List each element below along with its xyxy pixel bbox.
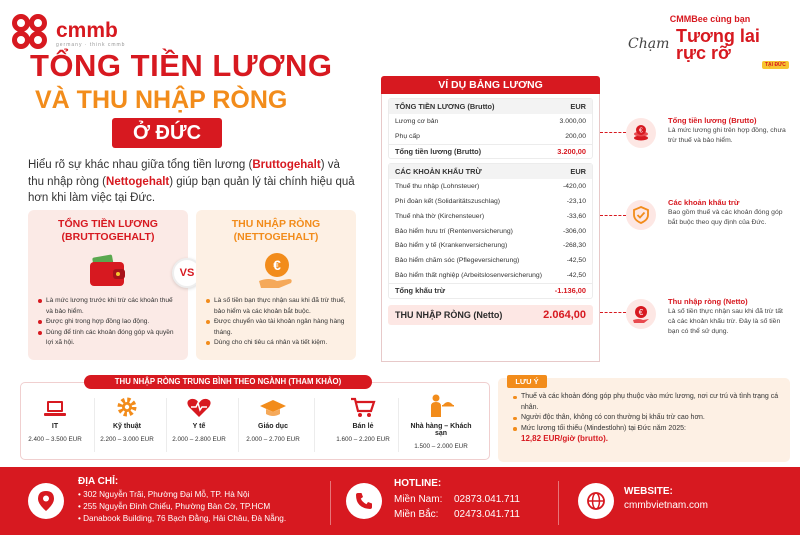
main-title-line2: VÀ THU NHẬP RÒNG bbox=[35, 86, 288, 114]
table-header: CÁC KHOẢN KHẤU TRỪ EUR bbox=[389, 164, 592, 179]
list-item: Dùng cho chi tiêu cá nhân và tiết kiệm. bbox=[206, 338, 348, 349]
slogan bbox=[626, 14, 794, 76]
main-title-line3: Ở ĐỨC bbox=[112, 118, 222, 148]
industry-item: Y tế 2.000 – 2.800 EUR bbox=[162, 393, 236, 443]
explanation-title: Thu nhập ròng (Netto) bbox=[668, 297, 748, 306]
hotline-label: Miền Nam: bbox=[394, 494, 443, 505]
svg-text:€: € bbox=[273, 257, 281, 273]
industry-item: Giáo dục 2.000 – 2.700 EUR bbox=[236, 393, 310, 443]
connector-line bbox=[600, 132, 626, 133]
note-list bbox=[512, 392, 782, 446]
hotline-number[interactable]: 02473.041.711 bbox=[454, 509, 520, 520]
hotline-number[interactable]: 02873.041.711 bbox=[454, 494, 520, 505]
industry-item: Kỹ thuật 2.200 – 3.000 EUR bbox=[90, 393, 164, 443]
table-header: TỔNG TIỀN LƯƠNG (Brutto) EUR bbox=[389, 99, 592, 114]
table-row: Lương cơ bản 3.000,00 bbox=[395, 117, 586, 125]
table-row: Bảo hiểm thất nghiệp (Arbeitslosenversicherung) -42,50 bbox=[395, 272, 586, 280]
wallet-icon bbox=[87, 250, 129, 292]
slogan-line3: Tương lai rực rỡ bbox=[676, 26, 760, 63]
gross-section bbox=[388, 98, 593, 159]
explanation-title: Các khoản khấu trừ bbox=[668, 198, 740, 207]
example-salary-table bbox=[381, 94, 600, 362]
website-title: WEBSITE: bbox=[624, 486, 673, 497]
table-row: Phí đoàn kết (Solidaritätszuschlag) -23,10 bbox=[395, 198, 586, 206]
vs-badge: VS bbox=[172, 258, 202, 288]
industry-item: Bán lẻ 1.600 – 2.200 EUR bbox=[326, 393, 400, 443]
list-item: Mức lương tối thiểu (Mindestlohn) tại Đức năm 2025: 12,82 EUR/giờ (brutto). bbox=[512, 424, 782, 446]
explanation-netto bbox=[626, 297, 791, 337]
deductions-total-row: Tổng khấu trừ -1.136,00 bbox=[389, 283, 592, 298]
connector-line bbox=[600, 312, 626, 313]
industry-item: Nhà hàng – Khách sạn 1.500 – 2.000 EUR bbox=[404, 393, 478, 450]
explanation-text: Là số tiền thực nhận sau khi đã trừ tất cả các khoản khấu trừ. Đây là số tiền bạn có thể sử dụng. bbox=[668, 308, 783, 335]
brand-tagline: germany · think cmmb bbox=[56, 42, 126, 48]
brand-name: cmmb bbox=[56, 19, 118, 42]
explanation-title: Tổng tiền lương (Brutto) bbox=[668, 116, 757, 125]
address-line: • 255 Nguyễn Đình Chiểu, Phường Bàn Cờ, TP.HCM bbox=[78, 502, 271, 511]
industry-item: IT 2.400 – 3.500 EUR bbox=[18, 393, 92, 443]
euro-hand-icon bbox=[255, 250, 297, 292]
table-row: Bảo hiểm chăm sóc (Pflegeversicherung) -42,50 bbox=[395, 257, 586, 265]
list-item: Là mức lương trước khi trừ các khoản thuế và bảo hiểm. bbox=[38, 296, 180, 317]
intro-paragraph: Hiểu rõ sự khác nhau giữa tổng tiền lương (Bruttogehalt) và thu nhập ròng (Nettogehalt) giúp bạn quản lý tài chính hiệu quả hơn khi làm việc tại Đức. bbox=[28, 159, 355, 204]
slogan-badge: TẠI ĐỨC bbox=[762, 61, 789, 69]
table-row: Bảo hiểm hưu trí (Rentenversicherung) -306,00 bbox=[395, 227, 586, 235]
netto-card bbox=[196, 210, 356, 360]
brutto-card bbox=[28, 210, 188, 360]
explanation-deductions bbox=[626, 198, 791, 228]
svg-text:€: € bbox=[638, 308, 644, 317]
heartbeat-icon bbox=[162, 393, 236, 419]
connector-line bbox=[600, 215, 626, 216]
address-line: • 302 Nguyễn Trãi, Phường Đại Mỗ, TP. Hà Nội bbox=[78, 490, 250, 499]
explanation-text: Bao gồm thuế và các khoản đóng góp bắt buộc theo quy định của Đức. bbox=[668, 209, 783, 226]
laptop-icon bbox=[18, 393, 92, 419]
table-row: Thuế thu nhập (Lohnsteuer) -420,00 bbox=[395, 183, 586, 191]
globe-icon bbox=[578, 483, 614, 519]
address-title: ĐỊA CHỈ: bbox=[78, 476, 119, 487]
website-link[interactable]: cmmbvietnam.com bbox=[624, 500, 708, 511]
main-title-line1: TỔNG TIỀN LƯƠNG bbox=[30, 48, 333, 83]
phone-icon bbox=[346, 483, 382, 519]
shield-check-icon bbox=[626, 200, 656, 230]
netto-card-title: THU NHẬP RÒNG (NETTOGEHALT) bbox=[231, 218, 321, 243]
waiter-icon bbox=[404, 393, 478, 419]
euro-hand-icon bbox=[626, 299, 656, 329]
table-row: Thuế nhà thờ (Kirchensteuer) -33,60 bbox=[395, 212, 586, 220]
shopping-cart-icon bbox=[326, 393, 400, 419]
note-tag: LƯU Ý bbox=[507, 375, 547, 388]
table-row: Phụ cấp 200,00 bbox=[395, 132, 586, 140]
slogan-line1: CMMBee cùng bạn bbox=[669, 14, 751, 24]
deductions-section bbox=[388, 163, 593, 298]
address-line: • Danabook Building, 76 Bạch Đằng, Hải Châu, Đà Nẵng. bbox=[78, 514, 287, 523]
list-item: Được ghi trong hợp đồng lao động. bbox=[38, 317, 180, 328]
explanation-brutto bbox=[626, 116, 791, 146]
footer bbox=[0, 467, 800, 535]
list-item: Là số tiền bạn thực nhận sau khi đã trừ thuế, bảo hiểm và các khoản bắt buộc. bbox=[206, 296, 348, 317]
hotline-title: HOTLINE: bbox=[394, 478, 442, 489]
svg-text:€: € bbox=[639, 127, 643, 135]
gear-icon bbox=[90, 393, 164, 419]
net-income-row: THU NHẬP RÒNG (Netto) 2.064,00 bbox=[388, 305, 593, 325]
graduation-cap-icon bbox=[236, 393, 310, 419]
list-item: Thuế và các khoản đóng góp phụ thuộc vào mức lương, nơi cư trú và tình trạng cá nhân. bbox=[512, 392, 782, 413]
table-row: Bảo hiểm y tế (Krankenversicherung) -268,30 bbox=[395, 242, 586, 250]
coins-icon bbox=[626, 118, 656, 148]
location-pin-icon bbox=[28, 483, 64, 519]
list-item: Dùng để tính các khoản đóng góp và quyền lợi xã hội. bbox=[38, 328, 180, 349]
industry-title: THU NHẬP RÒNG TRUNG BÌNH THEO NGÀNH (THAM KHẢO) bbox=[84, 375, 372, 389]
min-wage-value: 12,82 EUR/giờ (brutto). bbox=[521, 434, 609, 443]
hotline-label: Miền Bắc: bbox=[394, 509, 439, 520]
example-table-title: VÍ DỤ BẢNG LƯƠNG bbox=[381, 76, 600, 94]
gross-total-row: Tổng tiền lương (Brutto) 3.200,00 bbox=[389, 144, 592, 159]
explanation-text: Là mức lương ghi trên hợp đồng, chưa trừ thuế và bảo hiểm. bbox=[668, 127, 786, 144]
list-item: Người độc thân, không có con thường bị khấu trừ cao hơn. bbox=[512, 413, 782, 424]
list-item: Được chuyển vào tài khoản ngân hàng hàng tháng. bbox=[206, 317, 348, 338]
brutto-card-title: TỔNG TIỀN LƯƠNG (BRUTTOGEHALT) bbox=[58, 218, 158, 243]
slogan-line2: Chạm bbox=[628, 36, 670, 52]
